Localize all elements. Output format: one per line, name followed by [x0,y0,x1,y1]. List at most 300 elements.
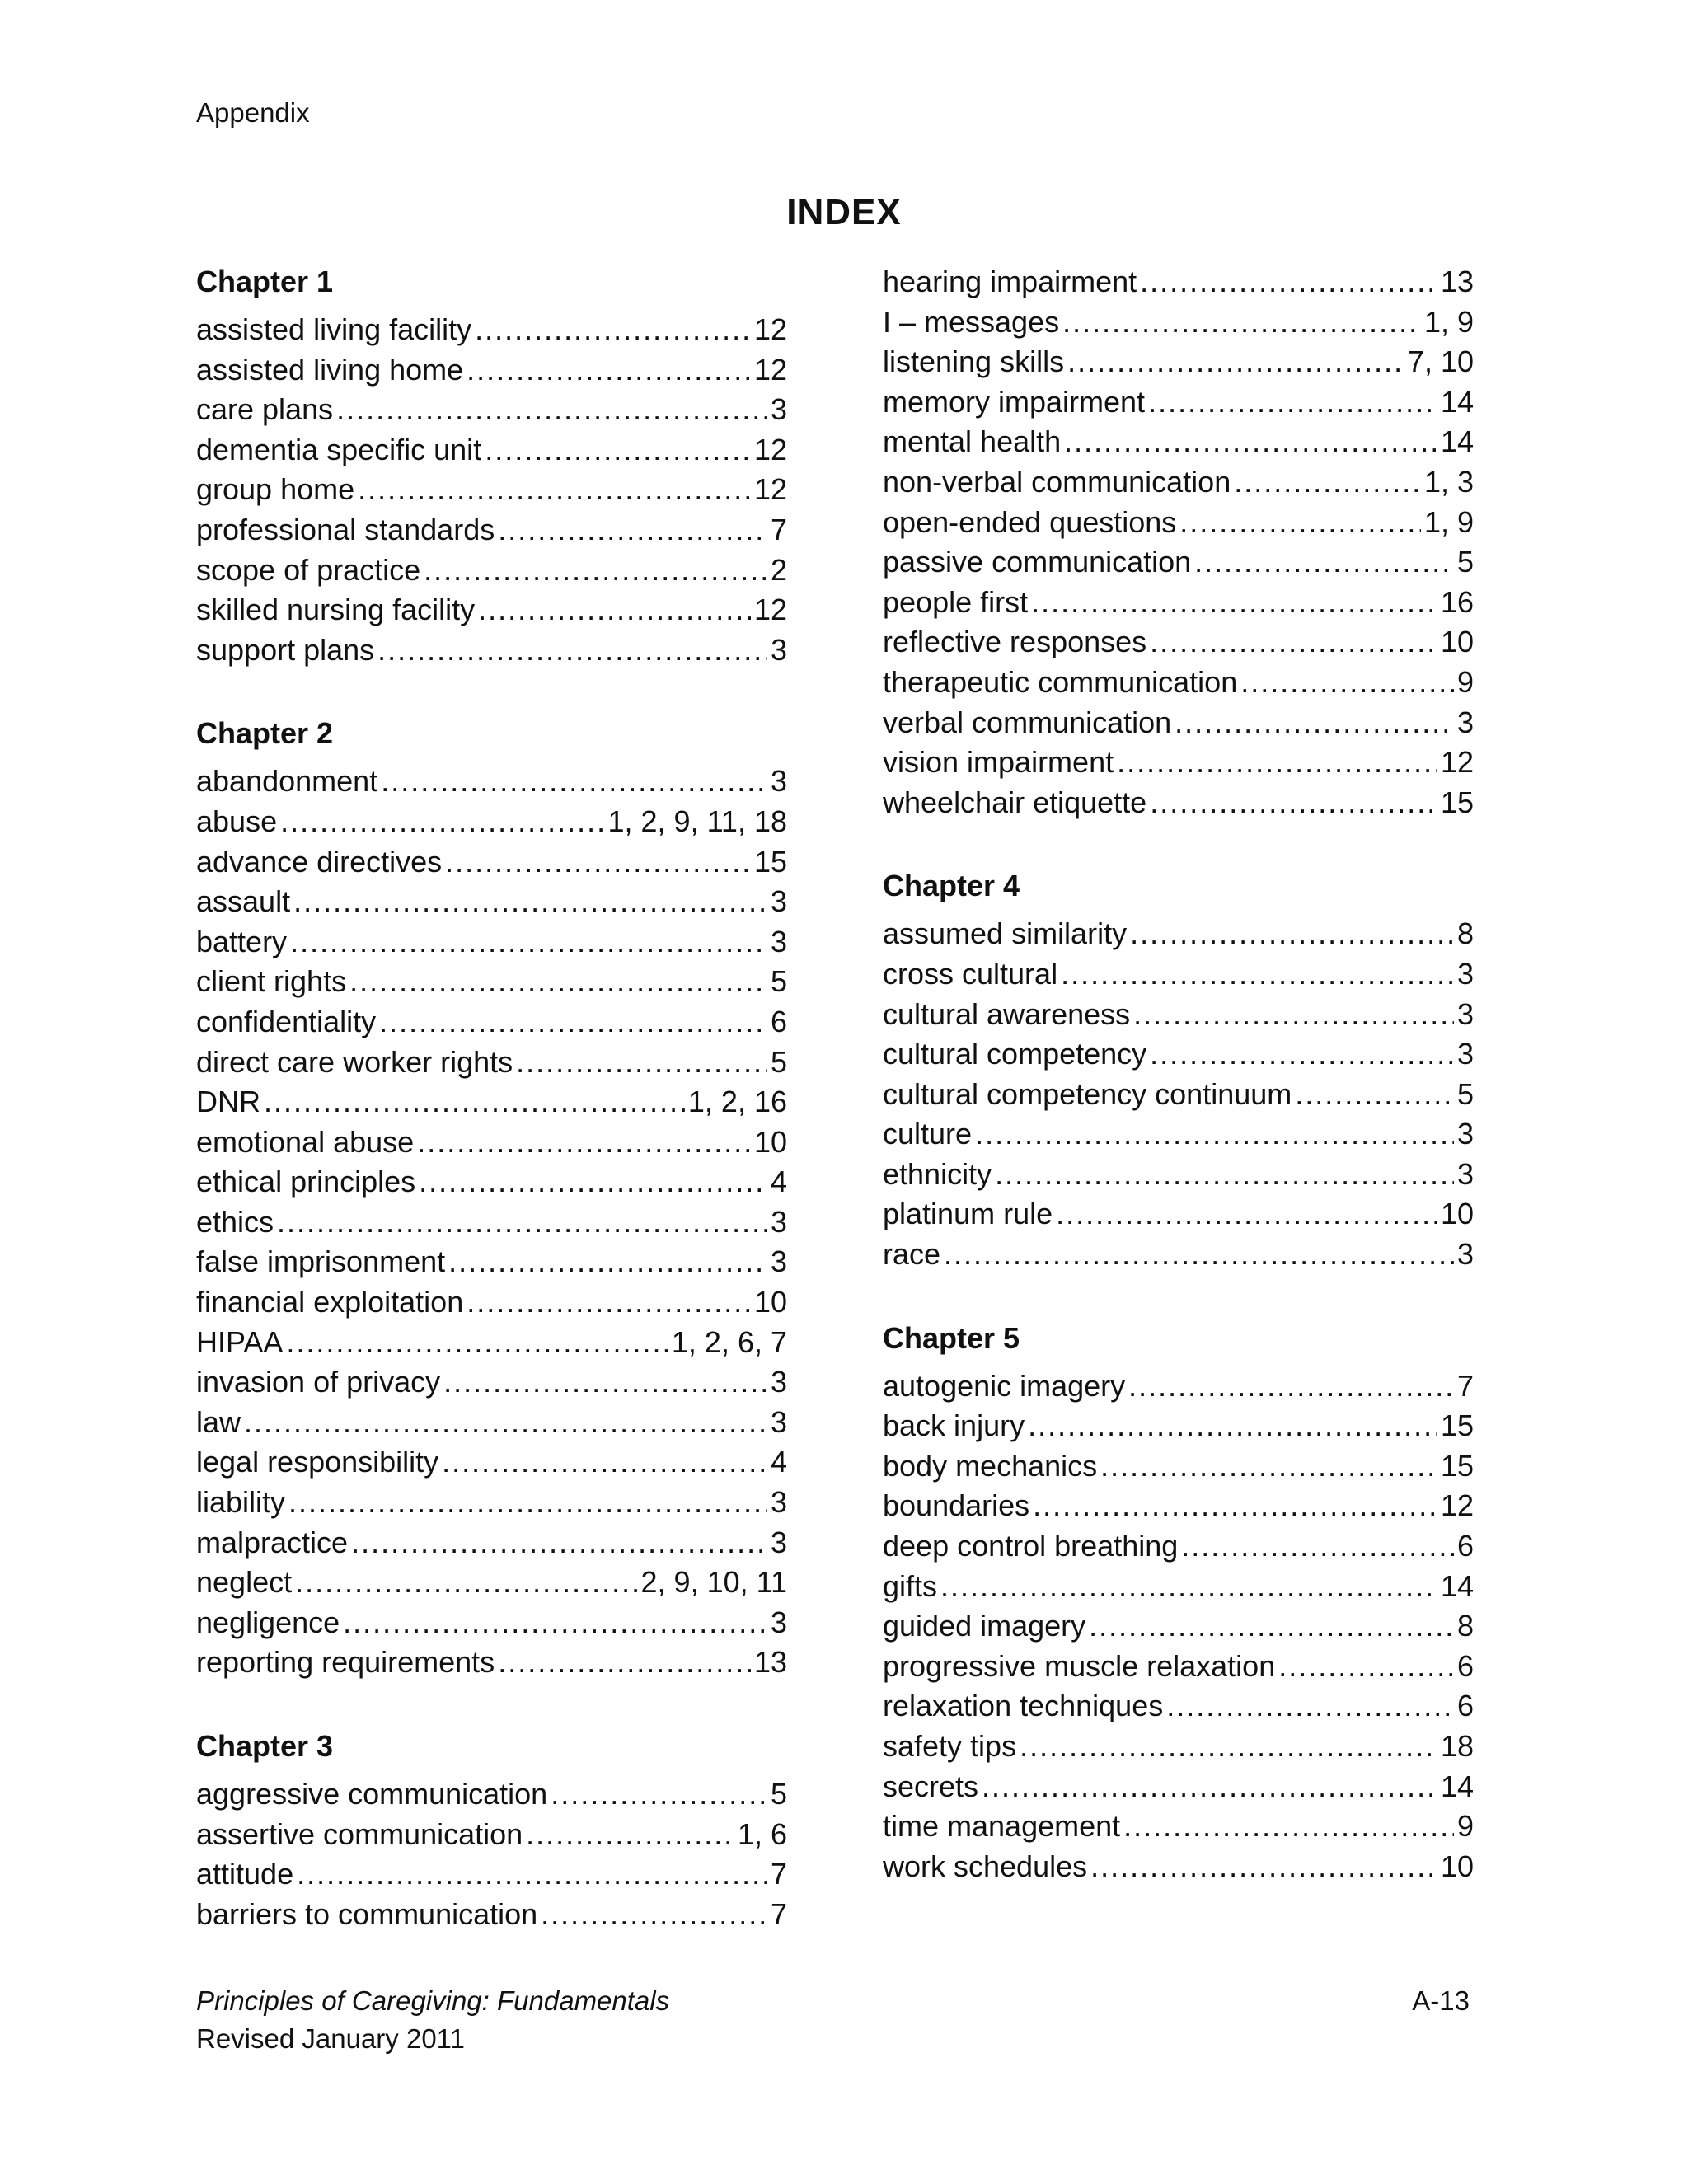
dot-leader [244,1403,767,1443]
index-term: platinum rule [883,1197,1053,1231]
index-entry [196,1523,787,1563]
index-pages: 12 [753,432,787,466]
dot-leader [443,1362,767,1403]
dot-leader [280,802,604,842]
dot-leader [1100,1446,1437,1487]
index-entry [196,1603,787,1643]
index-pages: 6 [1456,1529,1474,1563]
index-pages: 3 [770,1525,787,1559]
dot-leader [995,1155,1454,1195]
index-term: secrets [883,1769,979,1803]
index-pages: 15 [1440,1448,1474,1483]
index-term: relaxation techniques [883,1689,1164,1723]
dot-leader [1240,663,1454,703]
index-entry [883,503,1474,543]
dot-leader [1117,743,1437,783]
dot-leader [1033,1486,1437,1526]
index-entry [883,1727,1474,1767]
dot-leader [1166,1686,1454,1727]
dot-leader [1278,1647,1454,1687]
index-pages: 3 [1456,1237,1474,1272]
index-term: aggressive communication [196,1777,548,1811]
index-term: neglect [196,1565,293,1600]
index-term: HIPAA [196,1324,284,1359]
index-pages: 3 [770,1485,787,1520]
dot-leader [1130,914,1454,954]
index-pages: 7 [1456,1368,1474,1403]
index-pages: 10 [1440,1849,1474,1883]
index-entry [883,422,1474,462]
index-pages: 15 [1440,1408,1474,1443]
index-entry [883,995,1474,1035]
dot-leader [541,1895,767,1935]
index-term: invasion of privacy [196,1365,441,1399]
index-pages: 1, 9 [1423,504,1474,539]
index-term: barriers to communication [196,1896,538,1931]
index-term: race [883,1237,941,1272]
index-term: wheelchair etiquette [883,785,1147,819]
dot-leader [1128,1366,1454,1407]
dot-leader [448,1242,767,1282]
index-pages: 5 [1456,545,1474,579]
index-pages: 9 [1456,664,1474,699]
index-term: advance directives [196,844,443,879]
index-entry [196,1282,787,1323]
index-pages: 12 [1440,745,1474,780]
dot-leader [290,922,767,963]
index-entry [196,510,787,551]
index-term: I – messages [883,304,1060,339]
index-column-left [196,262,787,1978]
index-term: liability [196,1485,286,1520]
index-pages: 3 [770,1204,787,1239]
index-entry [883,1406,1474,1446]
index-entry [196,1162,787,1202]
index-entry [883,914,1474,954]
dot-leader [358,470,751,510]
index-term: safety tips [883,1729,1017,1763]
dot-leader [295,1563,637,1603]
index-pages: 3 [770,392,787,427]
index-pages: 3 [1456,1037,1474,1071]
dot-leader [264,1082,685,1122]
index-pages: 4 [770,1445,787,1479]
index-entry [196,470,787,510]
index-pages: 3 [1456,956,1474,991]
dot-leader [1067,342,1404,382]
index-term: financial exploitation [196,1285,464,1319]
dot-leader [944,1235,1454,1275]
index-section [196,714,787,1683]
index-term: assumed similarity [883,916,1128,951]
dot-leader [1133,995,1454,1035]
index-entry [883,954,1474,995]
index-pages: 16 [1440,584,1474,619]
index-section [196,262,787,670]
index-pages: 1, 2, 16 [687,1085,787,1119]
index-pages: 3 [1456,1156,1474,1191]
dot-leader [1089,1606,1454,1647]
index-entry [883,1235,1474,1275]
index-term: confidentiality [196,1004,377,1038]
dot-leader [1090,1847,1437,1887]
footer-page-number: A-13 [1412,1985,1470,2016]
dot-leader [526,1815,734,1855]
index-term: assisted living home [196,352,464,387]
dot-leader [1150,783,1437,823]
index-term: vision impairment [883,745,1114,780]
dot-leader [516,1043,767,1083]
index-pages: 5 [1456,1076,1474,1111]
index-pages: 13 [753,1645,787,1680]
running-head: Appendix [196,97,310,128]
index-term: legal responsibility [196,1445,439,1479]
index-entry [883,1194,1474,1235]
index-pages: 3 [1456,1117,1474,1151]
dot-leader [1031,583,1437,623]
dot-leader [445,842,751,883]
index-term: cultural awareness [883,996,1131,1031]
index-term: scope of practice [196,552,421,587]
index-term: therapeutic communication [883,664,1238,699]
index-pages: 8 [1456,1609,1474,1643]
index-term: open-ended questions [883,504,1177,539]
index-entry [883,1526,1474,1567]
dot-leader [377,630,767,671]
index-pages: 1, 6 [737,1816,787,1851]
index-section [883,866,1474,1274]
index-pages: 6 [1456,1648,1474,1683]
index-entry [883,1686,1474,1727]
dot-leader [478,590,751,630]
index-pages: 3 [770,764,787,799]
index-pages: 3 [770,1365,787,1399]
index-pages: 1, 2, 9, 11, 18 [607,804,787,838]
index-entry [196,590,787,630]
index-entry [883,622,1474,663]
dot-leader [379,1002,767,1043]
dot-leader [293,882,767,922]
dot-leader [1140,262,1437,302]
dot-leader [1179,503,1421,543]
index-pages: 3 [770,1404,787,1439]
index-pages: 1, 9 [1423,304,1474,339]
index-term: direct care worker rights [196,1044,513,1079]
index-term: autogenic imagery [883,1368,1126,1403]
chapter-heading: Chapter 1 [196,265,334,298]
index-pages: 3 [770,924,787,958]
index-entry [883,1606,1474,1647]
index-term: false imprisonment [196,1244,446,1279]
index-term: non-verbal communication [883,464,1231,499]
dot-leader [1148,382,1437,423]
index-entry [196,842,787,883]
dot-leader [1064,422,1437,462]
index-term: malpractice [196,1525,349,1559]
index-entry [883,1034,1474,1075]
index-entry [883,342,1474,382]
index-entry [196,1774,787,1815]
index-pages: 5 [770,964,787,999]
index-pages: 7, 10 [1407,344,1474,379]
dot-leader [940,1567,1437,1607]
index-term: back injury [883,1408,1025,1443]
dot-leader [343,1603,767,1643]
dot-leader [1175,703,1454,743]
index-term: skilled nursing facility [196,593,476,627]
index-entry [196,551,787,591]
index-entry [883,703,1474,743]
index-entry [196,962,787,1002]
index-term: listening skills [883,344,1065,379]
dot-leader [419,1162,767,1202]
index-entry [883,1567,1474,1607]
index-pages: 5 [770,1044,787,1079]
index-term: DNR [196,1085,260,1119]
index-entry [883,1847,1474,1887]
dot-leader [277,1202,767,1243]
index-pages: 14 [1440,1568,1474,1603]
dot-leader [1150,622,1437,663]
dot-leader [485,430,751,471]
index-entry [196,1895,787,1935]
index-term: negligence [196,1605,340,1639]
index-entry [196,390,787,430]
index-term: memory impairment [883,384,1146,419]
index-entry [883,783,1474,823]
chapter-heading: Chapter 4 [883,869,1020,903]
index-entry [196,1362,787,1403]
dot-leader [975,1114,1454,1155]
index-term: reflective responses [883,625,1147,659]
index-term: progressive muscle relaxation [883,1648,1276,1683]
index-pages: 7 [770,512,787,546]
footer-book-title: Principles of Caregiving: Fundamentals [196,1985,670,2016]
index-entry [196,802,787,842]
page-title: INDEX [786,192,902,232]
index-entry [883,382,1474,423]
index-pages: 18 [1440,1729,1474,1763]
index-entry [196,350,787,391]
index-pages: 7 [770,1857,787,1891]
chapter-heading: Chapter 3 [196,1729,334,1763]
index-term: deep control breathing [883,1529,1179,1563]
index-entry [883,1647,1474,1687]
footer-left [196,1982,669,2058]
index-pages: 2 [770,552,787,587]
index-entry [196,1643,787,1683]
index-term: ethical principles [196,1165,416,1199]
index-term: guided imagery [883,1609,1086,1643]
dot-leader [1295,1075,1454,1115]
index-entry [196,1323,787,1363]
index-term: cultural competency continuum [883,1076,1292,1111]
dot-leader [467,350,751,391]
index-term: cultural competency [883,1037,1147,1071]
index-term: culture [883,1117,973,1151]
index-term: ethics [196,1204,274,1239]
index-pages: 12 [753,352,787,387]
dot-leader [442,1442,767,1483]
index-entry [196,1043,787,1083]
index-section [883,1319,1474,1887]
index-term: gifts [883,1568,938,1603]
index-entry [196,1403,787,1443]
index-term: law [196,1404,241,1439]
index-entry [196,1854,787,1895]
index-entry [196,630,787,671]
dot-leader [351,1523,767,1563]
index-pages: 3 [770,1605,787,1639]
chapter-heading: Chapter 2 [196,716,334,751]
index-pages: 12 [1440,1488,1474,1523]
index-pages: 6 [770,1004,787,1038]
dot-leader [551,1774,767,1815]
dot-leader [424,551,767,591]
index-entry [883,743,1474,783]
index-entry [196,882,787,922]
dot-leader [1234,462,1421,503]
index-term: reporting requirements [196,1645,495,1680]
index-term: emotional abuse [196,1124,415,1159]
dot-leader [1061,954,1454,995]
index-section [883,262,1474,823]
dot-leader [982,1767,1437,1807]
index-term: time management [883,1809,1121,1844]
index-pages: 14 [1440,424,1474,459]
index-pages: 9 [1456,1809,1474,1844]
index-pages: 10 [1440,1197,1474,1231]
index-entry [883,663,1474,703]
dot-leader [288,1483,767,1523]
index-entry [196,762,787,802]
index-entry [883,1807,1474,1847]
index-entry [196,1002,787,1043]
index-pages: 3 [1456,705,1474,739]
index-entry [883,1446,1474,1487]
dot-leader [1194,542,1454,583]
index-entry [196,1563,787,1603]
index-term: passive communication [883,545,1192,579]
dot-leader [349,962,767,1002]
index-term: abuse [196,804,278,838]
index-pages: 10 [753,1285,787,1319]
index-term: ethnicity [883,1156,992,1191]
index-term: professional standards [196,512,495,546]
dot-leader [1028,1406,1437,1446]
index-entry [883,302,1474,343]
index-term: battery [196,924,288,958]
index-entry [883,1767,1474,1807]
index-term: work schedules [883,1849,1088,1883]
index-pages: 4 [770,1165,787,1199]
index-entry [883,1486,1474,1526]
index-pages: 1, 3 [1423,464,1474,499]
index-term: assault [196,884,291,919]
index-pages: 6 [1456,1689,1474,1723]
dot-leader [417,1122,751,1163]
dot-leader [1062,302,1421,343]
index-entry [196,1442,787,1483]
index-term: cross cultural [883,956,1058,991]
index-entry [883,462,1474,503]
index-entry [196,310,787,350]
index-pages: 15 [1440,785,1474,819]
dot-leader [286,1323,668,1363]
index-pages: 3 [770,1244,787,1279]
dot-leader [381,762,767,802]
footer-revised: Revised January 2011 [196,2023,465,2054]
index-pages: 1, 2, 6, 7 [671,1324,787,1359]
dot-leader [467,1282,751,1323]
index-term: client rights [196,964,347,999]
index-term: body mechanics [883,1448,1098,1483]
index-term: verbal communication [883,705,1172,739]
dot-leader [1123,1807,1454,1847]
index-pages: 10 [753,1124,787,1159]
index-term: abandonment [196,764,378,799]
index-term: care plans [196,392,334,427]
index-entry [883,262,1474,302]
index-pages: 14 [1440,1769,1474,1803]
index-pages: 5 [770,1777,787,1811]
index-entry [196,1122,787,1163]
index-column-right [883,262,1474,1930]
dot-leader [498,1643,751,1683]
chapter-heading: Chapter 5 [883,1320,1020,1355]
index-pages: 13 [1440,265,1474,298]
index-term: boundaries [883,1488,1030,1523]
index-pages: 8 [1456,916,1474,951]
index-term: assisted living facility [196,312,472,346]
index-entry [196,1202,787,1243]
index-pages: 12 [753,593,787,627]
index-term: hearing impairment [883,265,1137,298]
index-entry [883,1075,1474,1115]
dot-leader [1020,1727,1437,1767]
index-entry [883,542,1474,583]
index-pages: 15 [753,844,787,879]
index-entry [196,922,787,963]
index-pages: 14 [1440,384,1474,419]
index-pages: 3 [770,884,787,919]
index-pages: 12 [753,312,787,346]
index-term: mental health [883,424,1062,459]
index-term: group home [196,472,355,507]
dot-leader [475,310,751,350]
index-entry [196,1483,787,1523]
dot-leader [1150,1034,1454,1075]
index-pages: 10 [1440,625,1474,659]
dot-leader [1181,1526,1454,1567]
index-entry [196,1815,787,1855]
dot-leader [297,1854,767,1895]
index-pages: 12 [753,472,787,507]
index-term: support plans [196,632,375,667]
index-term: dementia specific unit [196,432,482,466]
index-entry [196,430,787,471]
index-entry [883,1366,1474,1407]
dot-leader [336,390,767,430]
index-entry [883,583,1474,623]
index-entry [883,1155,1474,1195]
index-term: attitude [196,1857,294,1891]
dot-leader [498,510,767,551]
index-entry [196,1082,787,1122]
index-term: people first [883,584,1029,619]
index-pages: 3 [770,632,787,667]
index-pages: 7 [770,1896,787,1931]
